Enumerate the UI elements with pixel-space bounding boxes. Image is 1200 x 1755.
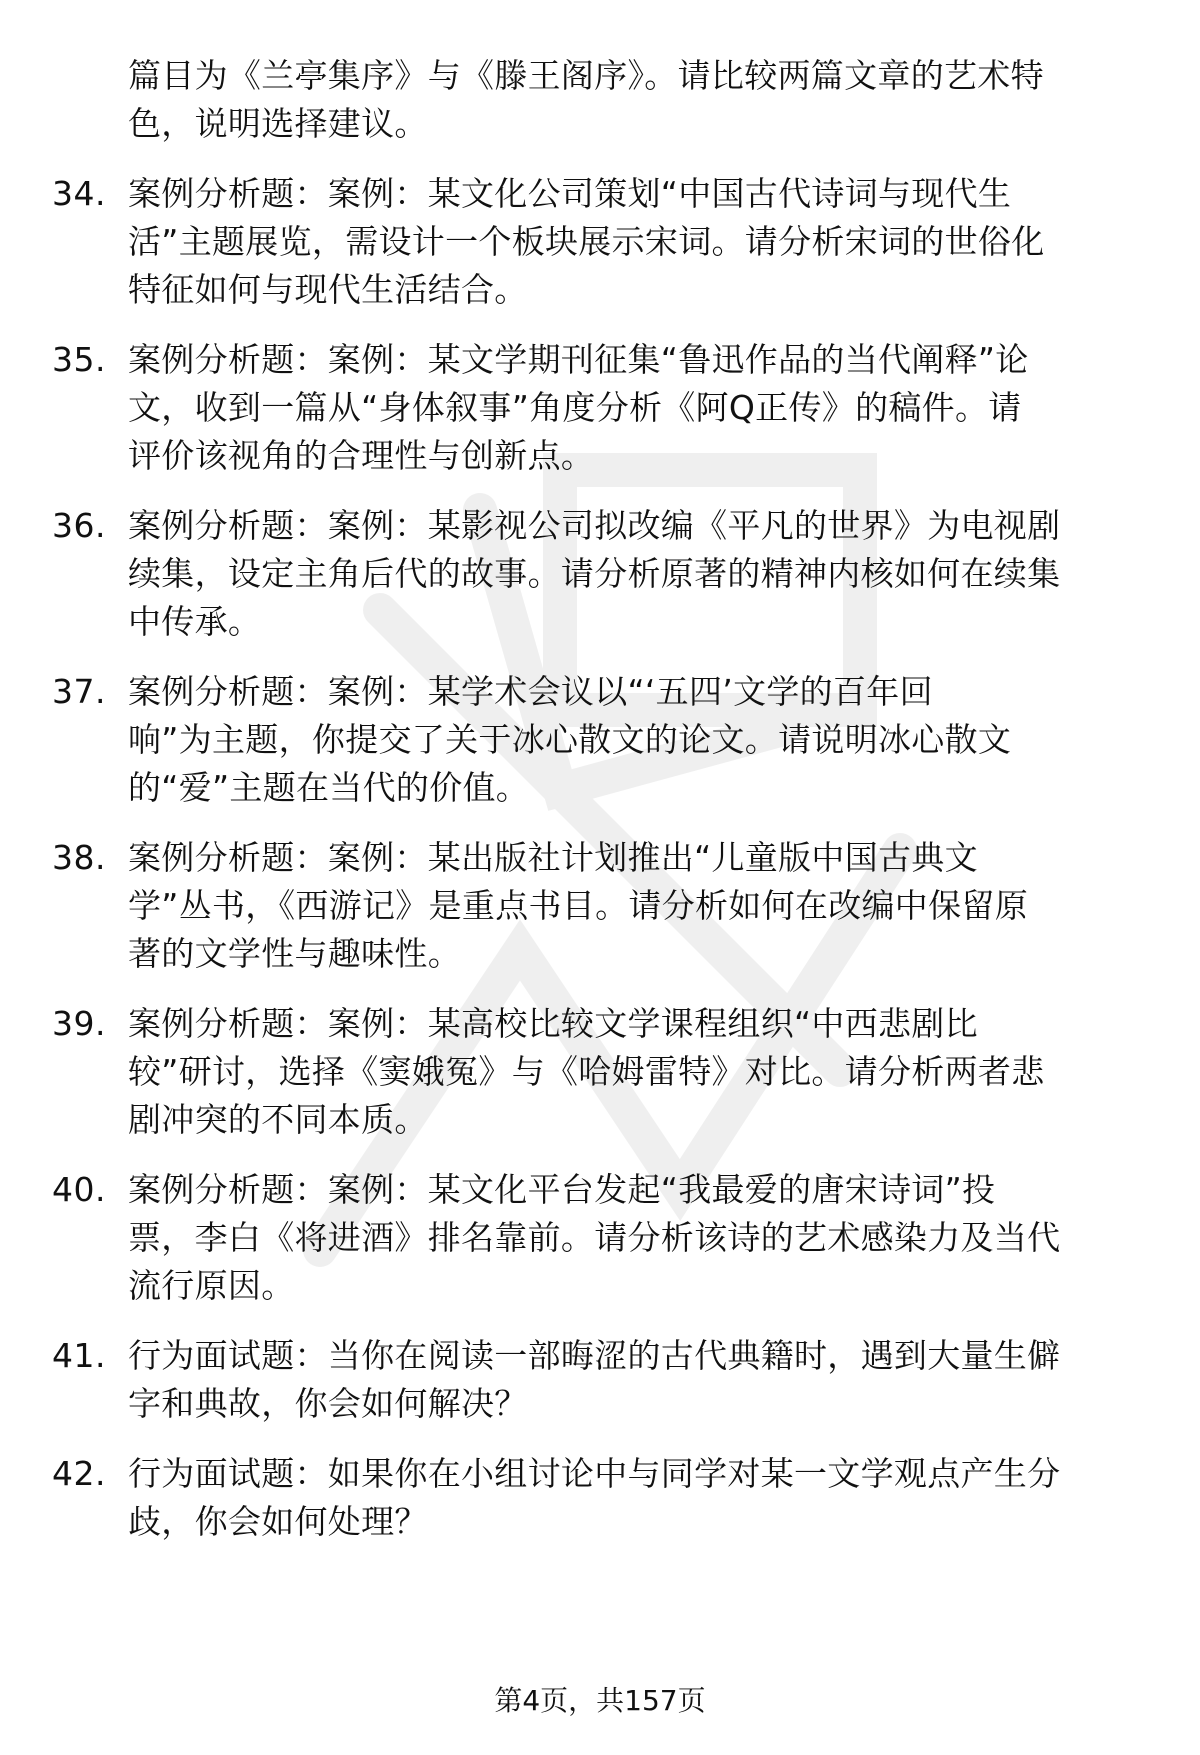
question-number: 42. [52, 1454, 106, 1493]
question-line: 行为面试题：当你在阅读一部晦涩的古代典籍时，遇到大量生僻 [128, 1336, 1061, 1375]
question-text [128, 668, 1138, 812]
question-line: 文，收到一篇从“身体叙事”角度分析《阿Q正传》的稿件。请 [128, 388, 1022, 427]
question-number: 36. [52, 506, 106, 545]
question-line: 案例分析题：案例：某文化平台发起“我最爱的唐宋诗词”投 [128, 1170, 996, 1209]
question-line: 评价该视角的合理性与创新点。 [128, 436, 595, 475]
question-text [128, 1166, 1138, 1310]
question-number: 39. [52, 1004, 106, 1043]
question-text [128, 502, 1138, 646]
question-number: 40. [52, 1170, 106, 1209]
question-line: 续集，设定主角后代的故事。请分析原著的精神内核如何在续集 [128, 554, 1061, 593]
question-number: 35. [52, 340, 106, 379]
page-number-footer: 第4页，共157页 [494, 1684, 706, 1717]
question-text [128, 1450, 1138, 1546]
question-line: 案例分析题：案例：某学术会议以“‘五四’文学的百年回 [128, 672, 933, 711]
question-line: 活”主题展览，需设计一个板块展示宋词。请分析宋词的世俗化 [128, 222, 1045, 261]
question-number: 41. [52, 1336, 106, 1375]
question-line: 字和典故，你会如何解决？ [128, 1384, 528, 1423]
question-number: 34. [52, 174, 106, 213]
question-text [128, 834, 1138, 978]
question-line: 较”研讨，选择《窦娥冤》与《哈姆雷特》对比。请分析两者悲 [128, 1052, 1045, 1091]
question-line: 的“爱”主题在当代的价值。 [128, 768, 530, 807]
question-line: 特征如何与现代生活结合。 [128, 270, 528, 309]
question-text [128, 52, 1138, 148]
question-line: 著的文学性与趣味性。 [128, 934, 461, 973]
question-text [128, 170, 1138, 314]
question-line: 色，说明选择建议。 [128, 104, 428, 143]
question-text [128, 1332, 1138, 1428]
question-line: 案例分析题：案例：某高校比较文学课程组织“中西悲剧比 [128, 1004, 978, 1043]
question-line: 中传承。 [128, 602, 262, 641]
question-line: 学”丛书，《西游记》是重点书目。请分析如何在改编中保留原 [128, 886, 1028, 925]
question-line: 歧，你会如何处理？ [128, 1502, 428, 1541]
question-line: 篇目为《兰亭集序》与《滕王阁序》。请比较两篇文章的艺术特 [128, 56, 1044, 95]
question-line: 案例分析题：案例：某文学期刊征集“鲁迅作品的当代阐释”论 [128, 340, 1029, 379]
question-line: 响”为主题，你提交了关于冰心散文的论文。请说明冰心散文 [128, 720, 1012, 759]
question-text [128, 336, 1138, 480]
question-line: 案例分析题：案例：某出版社计划推出“儿童版中国古典文 [128, 838, 978, 877]
question-line: 案例分析题：案例：某文化公司策划“中国古代诗词与现代生 [128, 174, 1012, 213]
question-line: 行为面试题：如果你在小组讨论中与同学对某一文学观点产生分 [128, 1454, 1061, 1493]
question-number: 37. [52, 672, 106, 711]
question-line: 票，李白《将进酒》排名靠前。请分析该诗的艺术感染力及当代 [128, 1218, 1061, 1257]
question-line: 案例分析题：案例：某影视公司拟改编《平凡的世界》为电视剧 [128, 506, 1061, 545]
question-text [128, 1000, 1138, 1144]
question-line: 剧冲突的不同本质。 [128, 1100, 428, 1139]
question-line: 流行原因。 [128, 1266, 295, 1305]
question-number: 38. [52, 838, 106, 877]
